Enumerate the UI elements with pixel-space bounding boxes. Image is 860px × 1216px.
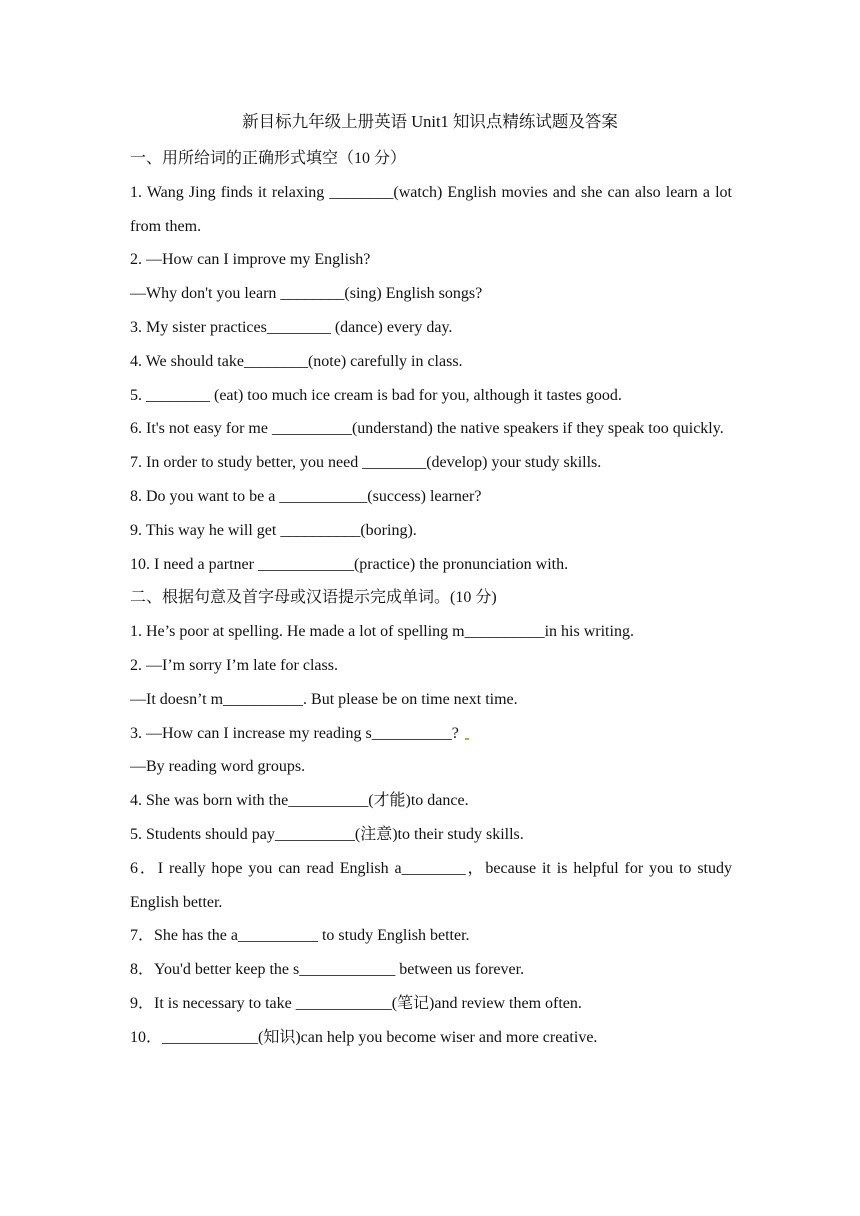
s2-question-2b: —It doesn’t m__________. But please be on time next time.	[130, 690, 518, 708]
s1-question-8: 8. Do you want to be a ___________(success) learner?	[130, 487, 482, 505]
document-body	[130, 142, 732, 1055]
s1-question-7: 7. In order to study better, you need ________(develop) your study skills.	[130, 454, 602, 472]
s2-question-3a: 3. —How can I increase my reading s__________?	[130, 724, 459, 742]
s1-question-3: 3. My sister practices________ (dance) every day.	[130, 318, 453, 336]
section-2-heading: 二、根据句意及首字母或汉语提示完成单词。(10 分)	[130, 589, 497, 607]
s2-question-9: 9．It is necessary to take ____________(笔记)and review them often.	[130, 994, 582, 1012]
s2-question-6: 6．I really hope you can read English a________，because it is helpful for you to study English better.	[130, 859, 732, 911]
s1-question-6: 6. It's not easy for me __________(understand) the native speakers if they speak too quickly.	[130, 420, 724, 438]
s2-question-3a-row	[130, 717, 732, 751]
section-1-heading: 一、用所给词的正确形式填空（10 分）	[130, 150, 407, 167]
s1-question-2a: 2. —How can I improve my English?	[130, 251, 371, 269]
s1-question-4: 4. We should take________(note) carefully in class.	[130, 352, 463, 370]
s1-question-2b: —Why don't you learn ________(sing) English songs?	[130, 285, 483, 303]
s2-question-8: 8．You'd better keep the s____________ between us forever.	[130, 961, 525, 979]
edit-mark-icon	[465, 738, 469, 740]
s1-question-5: 5. ________ (eat) too much ice cream is bad for you, although it tastes good.	[130, 386, 622, 404]
s2-question-3b: —By reading word groups.	[130, 758, 306, 776]
document-title: 新目标九年级上册英语 Unit1 知识点精练试题及答案	[242, 112, 618, 131]
s1-question-1: 1. Wang Jing finds it relaxing ________(watch) English movies and she can also learn a lot from them.	[130, 183, 732, 235]
s2-question-10: 10．____________(知识)can help you become wiser and more creative.	[130, 1028, 598, 1046]
s2-question-4: 4. She was born with the__________(才能)to dance.	[130, 792, 469, 810]
s2-question-5: 5. Students should pay__________(注意)to their study skills.	[130, 825, 524, 843]
s2-question-2a: 2. —I’m sorry I’m late for class.	[130, 656, 338, 674]
s2-question-7: 7．She has the a__________ to study English better.	[130, 927, 470, 945]
s1-question-10: 10. I need a partner ____________(practice) the pronunciation with.	[130, 555, 569, 573]
s2-question-1: 1. He’s poor at spelling. He made a lot of spelling m__________in his writing.	[130, 623, 634, 641]
s1-question-9: 9. This way he will get __________(boring).	[130, 521, 417, 539]
